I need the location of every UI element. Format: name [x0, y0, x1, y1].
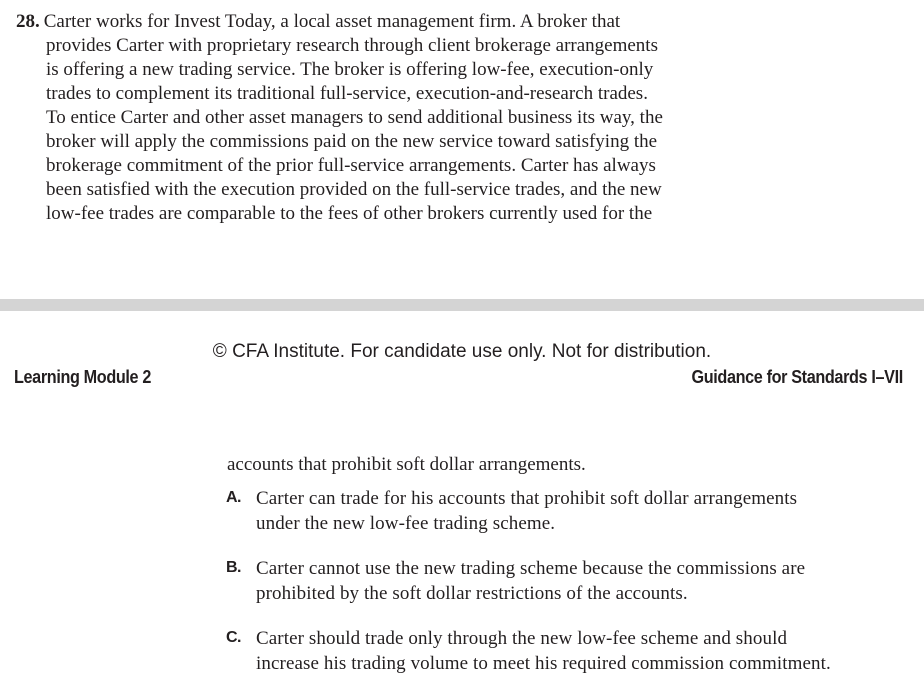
option-text-line: Carter can trade for his accounts that prohibit soft dollar arrangements: [256, 488, 798, 509]
question-text-line: been satisfied with the execution provided on the full-service trades, and the new: [46, 179, 662, 200]
question-text-line: brokerage commitment of the prior full-service arrangements. Carter has always: [46, 155, 656, 176]
question-block: [16, 10, 916, 226]
question-text-line: Carter works for Invest Today, a local asset management firm. A broker that: [43, 11, 621, 32]
page-break-divider: [0, 299, 924, 311]
running-head-module: Learning Module 2: [14, 367, 151, 387]
running-head-section: Guidance for Standards I–VII: [691, 367, 903, 387]
option-text-line: Carter cannot use the new trading scheme because the commissions are: [256, 558, 806, 579]
question-text-line: provides Carter with proprietary research through client brokerage arrangements: [46, 35, 658, 56]
option-text-line: under the new low-fee trading scheme.: [256, 513, 556, 534]
question-line: [16, 10, 916, 34]
answer-option-c: [226, 626, 916, 676]
question-text-line: trades to complement its traditional full-service, execution-and-research trades.: [46, 83, 648, 104]
answer-option-b: [226, 556, 916, 606]
question-text-line: broker will apply the commissions paid on the new service toward satisfying the: [46, 131, 658, 152]
question-number: 28.: [16, 11, 40, 32]
option-letter: A.: [226, 489, 241, 506]
question-continuation: accounts that prohibit soft dollar arrangements.: [227, 454, 586, 475]
copyright-notice: © CFA Institute. For candidate use only. Not for distribution.: [212, 341, 712, 362]
answer-option-a: [226, 486, 916, 536]
question-text-line: low-fee trades are comparable to the fees of other brokers currently used for the: [46, 203, 653, 224]
option-letter: C.: [226, 629, 241, 646]
option-text-line: Carter should trade only through the new low-fee scheme and should: [256, 628, 788, 649]
question-text-line: is offering a new trading service. The broker is offering low-fee, execution-only: [46, 59, 654, 80]
option-letter: B.: [226, 559, 241, 576]
option-text-line: prohibited by the soft dollar restrictions of the accounts.: [256, 583, 688, 604]
answer-options: [226, 486, 916, 696]
option-text-line: increase his trading volume to meet his required commission commitment.: [256, 653, 831, 674]
question-text-line: To entice Carter and other asset managers to send additional business its way, the: [46, 107, 663, 128]
